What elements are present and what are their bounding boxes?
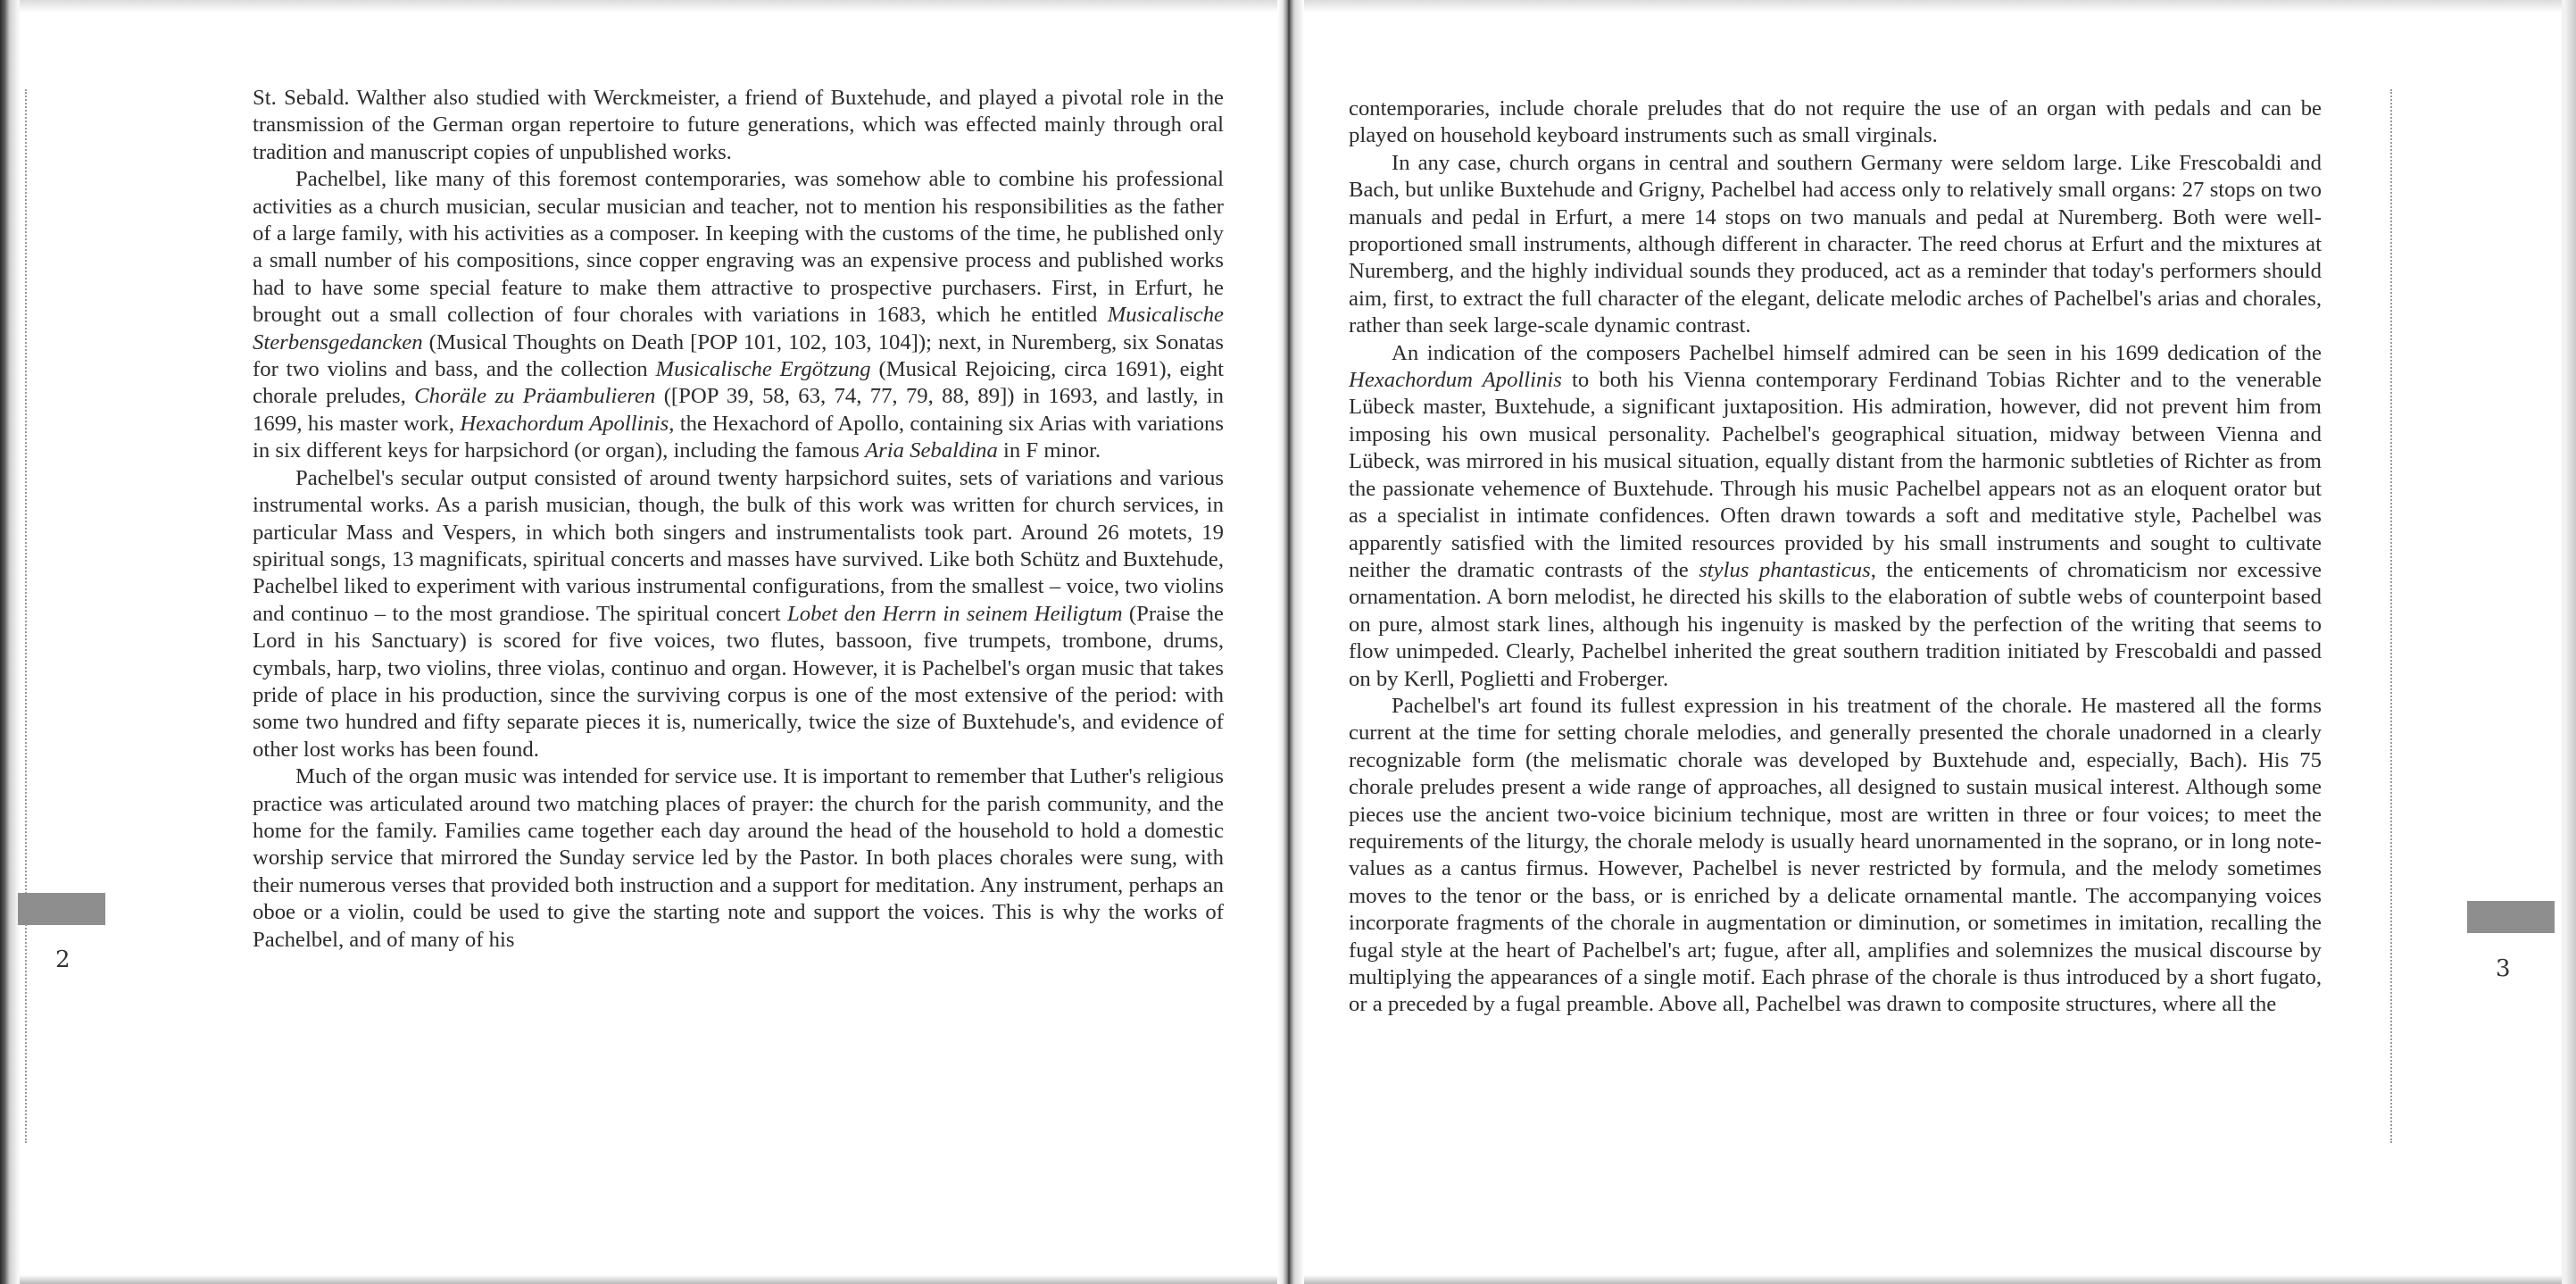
paragraph bbox=[1349, 340, 2322, 693]
thumb-tab-right bbox=[2467, 901, 2555, 933]
text-run: (Praise the Lord in his Sanctuary) is scored for five voices, two flutes, bassoon, five trumpets, trombone, drums, cymbals, harp, two violins, three violas, continuo and organ. However, it is Pachelbel's organ music that takes pride of place in his production, since the surviving corpus is one of the most extensive of the period: with some two hundred and fifty separate pieces it is, numerically, twice the size of Buxtehude's, and evidence of other lost works has been found. bbox=[253, 601, 1224, 762]
paragraph: contemporaries, include chorale preludes that do not require the use of an organ with pedals and can be played on household keyboard instruments such as small virginals. bbox=[1349, 96, 2322, 148]
thumb-tab-left bbox=[18, 893, 105, 925]
text-run: ([POP 39, 58, 63, 74, 77, 79, 88, 89]) in 1693, and lastly, in 1699, his master work, bbox=[253, 384, 1224, 436]
scan-edge-left bbox=[0, 0, 20, 1284]
paragraph: In any case, church organs in central and southern Germany were seldom large. Like Frescobaldi and Bach, but unlike Buxtehude and Grigny, Pachelbel had access only to relatively small organs: 27 stops on two manuals and pedal in Erfurt, a mere 14 stops on two manuals and pedal at Nuremberg. Both were well-proportioned small instruments, although different in character. The reed chorus at Erfurt and the mixtures at Nuremberg, and the highly individual sounds they produced, act as a reminder that today's performers should aim, first, to extract the full character of the elegant, delicate melodic arches of Pachelbel's arias and chorales, rather than seek large-scale dynamic contrast. bbox=[1349, 150, 2322, 338]
left-page-text bbox=[253, 85, 1224, 954]
work-title: Lobet den Herrn in seinem Heiligtum bbox=[787, 601, 1123, 626]
text-run: (Musical Rejoicing, circa 1691), eight chorale preludes, bbox=[253, 357, 1224, 409]
work-title: Musicalische Ergötzung bbox=[655, 357, 871, 382]
right-page-text bbox=[1349, 96, 2322, 1019]
paragraph: Much of the organ music was intended for service use. It is important to remember that Luther's religious practice was articulated around two matching places of prayer: the church for the parish community, and the home for the family. Families came together each day around the head of the household to hold a domestic worship service that mirrored the Sunday service led by the Pastor. In both places chorales were sung, with their numerous verses that provided both instruction and a support for meditation. Any instrument, perhaps an oboe or a violin, could be used to give the starting note and support the voices. This is why the works of Pachelbel, and of many of his bbox=[253, 764, 1224, 952]
paragraph: St. Sebald. Walther also studied with Werckmeister, a friend of Buxtehude, and played a pivotal role in the transmission of the German organ repertoire to future generations, which was effected mainly through oral tradition and manuscript copies of unpublished works. bbox=[253, 86, 1224, 164]
work-title: Hexachordum Apollinis bbox=[1349, 368, 1562, 393]
text-run: , the enticements of chromaticism nor excessive ornamentation. A born melodist, he directed his skills to the elaboration of subtle webs of counterpoint based on pure, almost stark lines, although his ingenuity is masked by the perfection of the writing that seems to flow unimpeded. Clearly, Pachelbel inherited the great southern tradition initiated by Frescobaldi and passed on by Kerll, Poglietti and Froberger. bbox=[1349, 557, 2322, 691]
work-title: Aria Sebaldina bbox=[865, 438, 998, 463]
page-number-left: 2 bbox=[55, 946, 71, 973]
margin-rule-right bbox=[2390, 89, 2392, 1143]
text-run: An indication of the composers Pachelbel himself admired can be seen in his 1699 dedication of the bbox=[1392, 340, 2322, 365]
paragraph: Pachelbel's art found its fullest expression in his treatment of the chorale. He mastered all the forms current at the time for setting chorale melodies, and generally presented the chorale unadorned in a clearly recognizable form (the melismatic chorale was developed by Buxtehude and, especially, Bach). His 75 chorale preludes present a wide range of approaches, all designed to sustain musical interest. Although some pieces use the ancient two-voice bicinium technique, most are written in three or four voices; to meet the requirements of the liturgy, the chorale melody is usually heard unornamented in the soprano, or in long note-values as a cantus firmus. However, Pachelbel is never restricted by formula, and the melody sometimes moves to the tenor or the bass, or is enriched by a delicate ornamental mantle. The accompanying voices incorporate fragments of the chorale in augmentation or diminution, or sometimes in imitation, recalling the fugal style at the heart of Pachelbel's art; fugue, after all, amplifies and solemnizes the musical discourse by multiplying the appearances of a single motif. Each phrase of the chorale is thus introduced by a short fugato, or a preceded by a fugal preamble. Above all, Pachelbel was drawn to composite structures, where all the bbox=[1349, 693, 2322, 1017]
work-title: Choräle zu Präambulieren bbox=[414, 384, 656, 409]
paragraph bbox=[253, 465, 1224, 763]
scan-edge-right bbox=[2562, 0, 2576, 1284]
text-run: , the Hexachord of Apollo, containing six Arias with variations in six different keys for harpsichord (or organ), including the famous bbox=[253, 411, 1224, 463]
text-run: in F minor. bbox=[997, 438, 1101, 463]
page-gutter bbox=[1277, 0, 1304, 1284]
term: stylus phantasticus bbox=[1699, 557, 1871, 582]
work-title: Musicalische Sterbensgedancken bbox=[253, 303, 1224, 354]
text-run: to both his Vienna contemporary Ferdinand Tobias Richter and to the venerable Lübeck master, Buxtehude, a significant juxtaposition. His admiration, however, did not prevent him from imposing his own musical personality. Pachelbel's geographical situation, midway between Vienna and Lübeck, was mirrored in his musical situation, equally distant from the harmonic subtleties of Richter as from the passionate vehemence of Buxtehude. Through his music Pachelbel appears not as an eloquent orator but as a specialist in intimate confidences. Often drawn towards a soft and meditative style, Pachelbel was apparently satisfied with the limited resources provided by his small instruments and sought to cultivate neither the dramatic contrasts of the bbox=[1349, 368, 2322, 582]
work-title: Hexachordum Apollinis bbox=[460, 411, 669, 436]
paragraph bbox=[253, 166, 1224, 464]
text-run: (Musical Thoughts on Death [POP 101, 102, 103, 104]); next, in Nuremberg, six Sonatas for two violins and bass, and the collection bbox=[253, 329, 1224, 382]
page-number-right: 3 bbox=[2496, 955, 2511, 982]
text-run: Pachelbel's secular output consisted of around twenty harpsichord suites, sets of variations and various instrumental works. As a parish musician, though, the bulk of this work was written for church services, in particular Mass and Vespers, in which both singers and instrumentalists took part. Around 26 motets, 19 spiritual songs, 13 magnificats, spiritual concerts and masses have survived. Like both Schütz and Buxtehude, Pachelbel liked to experiment with various instrumental configurations, from the smallest – voice, two violins and continuo – to the most grandiose. The spiritual concert bbox=[253, 465, 1224, 626]
margin-rule-left bbox=[25, 89, 27, 1143]
text-run: Pachelbel, like many of this foremost contemporaries, was somehow able to combine his professional activities as a church musician, secular musician and teacher, not to mention his responsibilities as the father of a large family, with his activities as a composer. In keeping with the customs of the time, he published only a small number of his compositions, since copper engraving was an expensive process and published works had to have some special feature to make them attractive to prospective purchasers. First, in Erfurt, he brought out a small collection of four chorales with variations in 1683, which he entitled bbox=[253, 167, 1224, 328]
